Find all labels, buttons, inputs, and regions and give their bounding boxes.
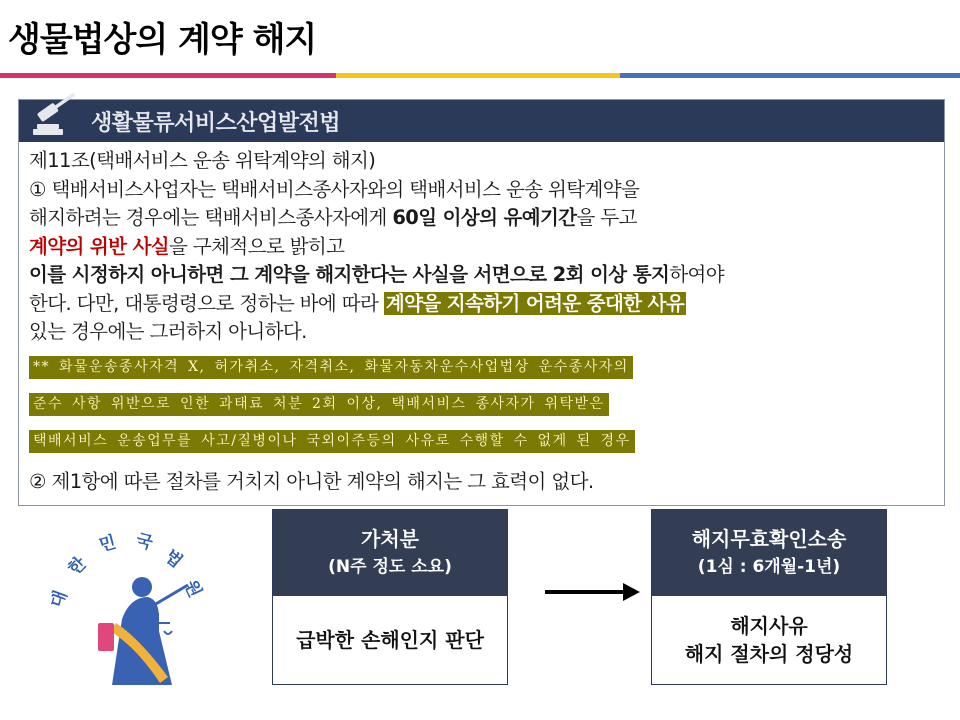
card-injunction-title: 가처분 bbox=[361, 527, 419, 551]
card-injunction-duration: (N주 정도 소요) bbox=[328, 557, 452, 577]
card-nullity-body-line1: 해지사유 bbox=[730, 614, 808, 638]
note-block bbox=[29, 351, 944, 462]
serious-reason-highlight: 계약을 지속하기 어려운 중대한 사유 bbox=[385, 291, 685, 315]
card-nullity-duration: (1심 : 6개월-1년) bbox=[697, 557, 841, 577]
written-notice-emphasis: 이를 시정하지 아니하면 그 계약을 해지한다는 사실을 서면으로 2회 이상 통지 bbox=[29, 263, 670, 286]
law-box bbox=[18, 99, 945, 506]
emblem-char-5: 법 bbox=[160, 546, 186, 573]
gavel-icon bbox=[27, 104, 83, 138]
law-body bbox=[19, 142, 944, 496]
card-nullity-body bbox=[652, 596, 886, 684]
card-injunction-header bbox=[273, 510, 507, 596]
law-name: 생활물류서비스산업발전법 bbox=[91, 110, 341, 136]
paragraph1-line4 bbox=[29, 261, 944, 290]
p1-l5-text: 한다. 다만, 대통령령으로 정하는 바에 따라 bbox=[29, 291, 384, 315]
card-nullity-header bbox=[652, 510, 886, 596]
title-underline-yellow bbox=[336, 73, 620, 78]
grace-period-emphasis: 60일 이상의 유예기간 bbox=[392, 206, 577, 229]
card-injunction-body bbox=[273, 596, 507, 684]
note-line3: 택배서비스 운송업무를 사고/질병이나 국외이주등의 사유로 수행할 수 없게 된 경우 bbox=[29, 430, 635, 453]
card-nullity-lawsuit bbox=[651, 509, 887, 685]
p1-l3-tail: 을 구체적으로 밝히고 bbox=[169, 234, 345, 258]
emblem-char-4: 국 bbox=[133, 530, 155, 554]
slide-title: 생물법상의 계약 해지 bbox=[8, 20, 317, 60]
paragraph1-line5 bbox=[29, 290, 944, 319]
paragraph1-line3 bbox=[29, 233, 944, 262]
card-injunction bbox=[272, 509, 508, 685]
paragraph1-line6: 있는 경우에는 그러하지 아니하다. bbox=[29, 320, 307, 343]
note-line1: ** 화물운송종사자격 X, 허가취소, 자격취소, 화물자동차운수사업법상 운수종사자의 bbox=[29, 356, 633, 379]
emblem-char-1: 대 bbox=[47, 588, 72, 611]
paragraph1-line1: ① 택배서비스사업자는 택배서비스종사자와의 택배서비스 운송 위탁계약을 bbox=[29, 177, 640, 201]
court-emblem bbox=[47, 527, 220, 707]
paragraph2: ② 제1항에 따른 절차를 거치지 아니한 계약의 해지는 그 효력이 없다. bbox=[29, 469, 594, 493]
breach-fact-emphasis: 계약의 위반 사실 bbox=[29, 234, 170, 258]
emblem-char-2: 한 bbox=[64, 553, 91, 580]
title-underline-blue bbox=[620, 73, 960, 78]
p1-l4-tail: 하여야 bbox=[669, 263, 724, 286]
note-line2: 준수 사항 위반으로 인한 과태료 처분 2회 이상, 택배서비스 종사자가 위탁받은 bbox=[29, 393, 609, 416]
emblem-char-6: 원 bbox=[179, 577, 206, 601]
law-header bbox=[19, 100, 944, 142]
article-heading: 제11조(택배서비스 운송 위탁계약의 해지) bbox=[29, 149, 376, 172]
arrow-right-icon bbox=[545, 581, 641, 603]
card-nullity-title: 해지무효확인소송 bbox=[691, 527, 847, 551]
p1-l2-text: 해지하려는 경우에는 택배서비스종사자에게 bbox=[29, 206, 393, 229]
p1-l2-tail: 을 두고 bbox=[576, 206, 637, 229]
emblem-char-3: 민 bbox=[97, 532, 119, 556]
card-nullity-body-line2: 해지 절차의 정당성 bbox=[684, 642, 854, 666]
paragraph1-line2 bbox=[29, 204, 944, 233]
card-injunction-body-line1: 급박한 손해인지 판단 bbox=[296, 628, 484, 652]
title-underline-pink bbox=[0, 73, 336, 78]
